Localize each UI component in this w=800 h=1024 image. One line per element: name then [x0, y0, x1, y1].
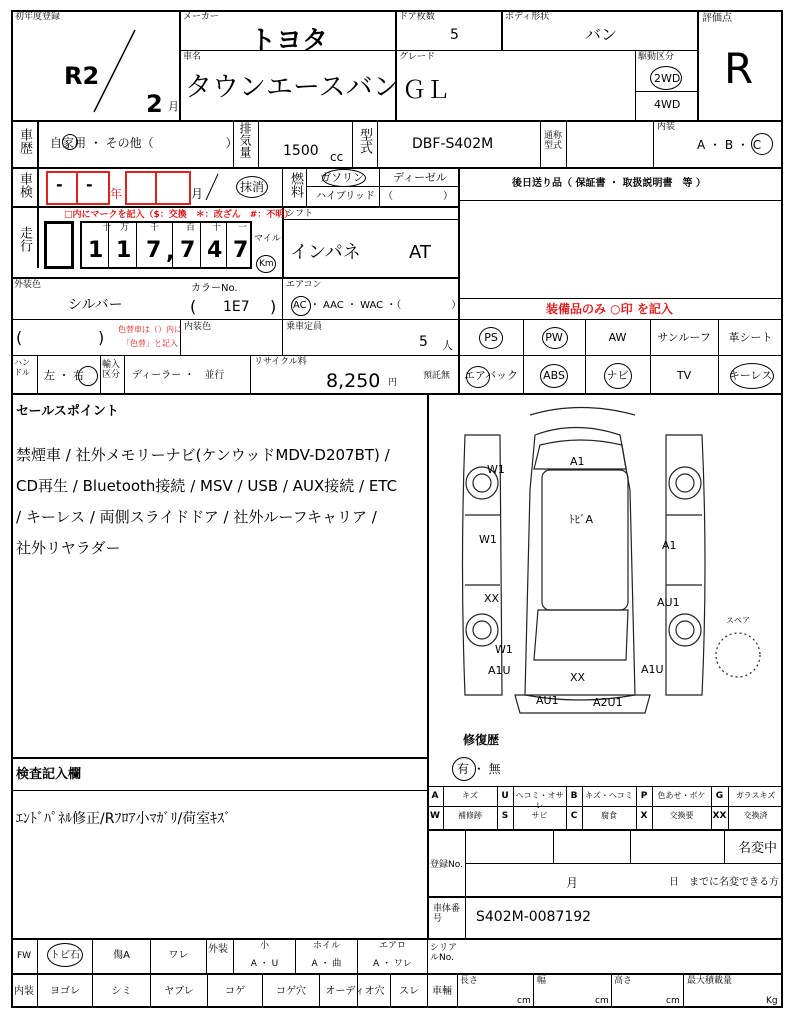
inspection-box-4 [155, 171, 191, 205]
diagram-mark-13: A2U1 [593, 696, 623, 709]
diagram-mark-1: W1 [487, 463, 505, 476]
mileage-digit-1: 1 [88, 238, 104, 263]
exterior-color-value: シルバー [68, 297, 123, 313]
color-no-paren-open: ( [190, 297, 197, 316]
displacement-value: 1500 [283, 143, 319, 159]
wheel-front-right [669, 467, 701, 499]
legend-cell: 補修跡 [458, 811, 482, 820]
inspection-year-suffix: 年 [110, 187, 123, 201]
deposit-label: 預託無 [423, 371, 451, 381]
ext-group-1-value: A ・ U [250, 959, 279, 969]
first-reg-month-suffix: 月 [168, 100, 179, 113]
date-slash [90, 26, 140, 116]
sales-line-4: 社外リヤラダー [16, 539, 121, 557]
diagram-mark-5: A1 [662, 539, 677, 552]
ac-circle [291, 296, 311, 316]
car-front [530, 408, 635, 416]
legend-cell: A [431, 791, 439, 801]
car-roof [542, 470, 628, 610]
equip-pw: PW [545, 331, 563, 344]
height-label: 高さ [614, 976, 633, 986]
wheel-rear-right [669, 614, 701, 646]
diagram-mark-12: AU1 [536, 694, 559, 707]
registration-label: 登録No. [430, 860, 463, 870]
fw-label: FW [17, 951, 32, 961]
doors-value: 5 [450, 27, 459, 43]
diagram-mark-8: W1 [495, 643, 513, 656]
mileage-note: □内にマークを記入（$：交換 ＊：改ざん #：不明） [64, 210, 294, 220]
legend-cell: B [570, 791, 578, 801]
diagram-mark-3: W1 [479, 533, 497, 546]
displacement-unit: cc [330, 150, 344, 164]
diagram-mark-4: ﾄﾋﾞA [569, 513, 594, 526]
int-item-1: ヨゴレ [50, 986, 80, 997]
equip-keyless-circle [730, 363, 774, 389]
fuel-gasoline: ガソリン [320, 171, 364, 184]
exterior-color-label: 外装色 [14, 280, 42, 290]
unit-label-2: 千 [150, 223, 160, 233]
int-item-5: コゲ穴 [276, 986, 306, 997]
drive-2wd-circle [650, 66, 682, 90]
gasoline-circle [322, 169, 366, 187]
legend-cell: S [501, 811, 509, 821]
sales-line-3: / キーレス / 両側スライドドア / 社外ルーフキャリア / [16, 508, 377, 526]
grade-label: グレード [399, 52, 436, 62]
legend-cell: 交換済 [743, 811, 768, 820]
legend-cell: C [570, 811, 578, 821]
dims-label: 車輛 [432, 986, 452, 997]
sales-line-1: 禁煙車 / 社外メモリーナビ(ケンウッドMDV-D207BT) / [16, 446, 390, 464]
equip-airbag: エアバック [463, 369, 519, 382]
ext-group-3-value: A ・ ワレ [373, 959, 412, 969]
mileage-digit-5: 4 [207, 238, 223, 263]
height-unit: cm [666, 996, 680, 1006]
load-unit: Kg [766, 996, 778, 1006]
fuel-label: 燃料 [288, 172, 303, 198]
load-label: 最大積載量 [687, 976, 733, 986]
registration-month: 月 [566, 876, 579, 890]
inspector-note: ｴﾝﾄﾞﾊﾟﾈﾙ修正/Rﾌﾛｱ小ﾏｶﾞﾘ/荷室ｷｽﾞ [16, 811, 232, 827]
ac-label: エアコン [286, 280, 322, 290]
fw-item-1: トビ石 [50, 950, 80, 961]
equip-tv: TV [676, 369, 692, 382]
name-change-label: 名変中 [738, 841, 778, 856]
legend-cell: U [501, 791, 509, 801]
mileage-label: 走行 [17, 226, 32, 252]
maker-value: トヨタ [250, 26, 329, 56]
first-reg-label: 初年度登録 [15, 12, 61, 22]
handle-value: 左 ・ 右 [44, 369, 84, 382]
spare-tire [716, 633, 760, 677]
color-change-note-1: 色替車は（）内に [118, 325, 182, 334]
equip-airbag-circle [466, 366, 490, 388]
equip-pw-circle [542, 327, 568, 349]
legend-cell: G [715, 791, 724, 801]
later-docs: 後日送り品（ 保証書 ・ 取扱説明書 等 ） [512, 178, 706, 189]
capacity-label: 乗車定員 [286, 322, 323, 332]
unit-label-1: 万 [120, 223, 130, 233]
car-rear-window [534, 610, 628, 660]
color-change-paren-open: ( [16, 328, 23, 347]
sales-points-title: セールスポイント [16, 404, 119, 419]
equip-navi-circle [604, 363, 632, 389]
km-circle [256, 255, 276, 273]
int-item-3: ヤブレ [164, 986, 194, 997]
chassis-value: S402M-0087192 [476, 909, 592, 925]
int-item-7: スレ [399, 986, 419, 997]
model-value: DBF-S402M [412, 136, 494, 152]
equip-keyless: キーレス [728, 369, 773, 382]
equip-abs-circle [540, 364, 568, 388]
equip-navi: ナビ [606, 369, 629, 382]
doors-label: ドア枚数 [399, 12, 435, 22]
equip-ps-circle [479, 327, 503, 349]
displacement-label: 排気量 [238, 122, 252, 158]
mileage-digit-3: 7 [146, 238, 162, 263]
wheel-rear-left [466, 614, 498, 646]
legend-cell: キズ [462, 791, 478, 800]
history-label: 車歴 [17, 128, 32, 154]
capacity-value: 5 [419, 334, 428, 350]
ac-options: AC ・ AAC ・ WAC ・（ ） [293, 300, 462, 311]
legend-cell: ガラスキズ [735, 791, 776, 800]
equip-leather: 革シート [728, 331, 773, 344]
recycle-amount: 8,250 [326, 370, 381, 392]
equip-aw: AW [608, 331, 627, 344]
first-reg-era: R2 [64, 62, 100, 90]
diagram-mark-6: XX [484, 592, 500, 605]
mile-label: マイル [254, 234, 281, 244]
color-change-paren-close: ) [98, 328, 105, 347]
inspection-dash-1: - [56, 175, 63, 194]
diagram-mark-2: A1 [570, 455, 585, 468]
diagram-mark-10: A1U [641, 663, 664, 676]
repair-label: 修復歴 [463, 733, 500, 747]
model-label: 型式 [357, 128, 372, 154]
int-item-2: シミ [111, 986, 132, 997]
color-no-label: カラーNo. [191, 283, 238, 294]
equipment-header: 装備品のみ ○印 を記入 [546, 302, 673, 316]
ext-group-3-title: エアロ [378, 941, 406, 951]
ext-label: 外装 [208, 944, 228, 955]
length-label: 長さ [460, 976, 479, 986]
legend-cell: キズ・ヘコミ [585, 791, 633, 800]
handle-right-circle [78, 366, 98, 386]
unit-label-5: 一 [238, 223, 248, 233]
chassis-label: 車体番号 [433, 904, 461, 924]
equip-ps: PS [484, 331, 498, 344]
color-no-value: 1E7 [223, 299, 250, 315]
shift-position: インパネ [290, 242, 361, 263]
diagram-mark-7: AU1 [657, 596, 680, 609]
capacity-unit: 人 [442, 339, 453, 352]
drive-2wd: 2WD [654, 72, 681, 85]
ext-group-2-title: ホイル [312, 941, 340, 951]
ext-group-2-value: A ・ 曲 [311, 959, 342, 969]
history-private-circle [62, 134, 78, 150]
inspection-unregistered: 抹消 [240, 180, 265, 194]
eval-value: R [724, 44, 754, 93]
eval-label: 評価点 [702, 13, 732, 24]
shift-type: AT [409, 242, 431, 263]
color-change-note-2: 「色替」と記入 [122, 339, 178, 348]
length-unit: cm [517, 996, 531, 1006]
fuel-hybrid: ハイブリッド [316, 191, 375, 202]
unit-label-4: 十 [102, 223, 112, 233]
repair-value: 有 ・ 無 [457, 762, 501, 776]
mileage-digit-6: 7 [233, 238, 249, 263]
diagram-mark-9: A1U [488, 664, 511, 677]
legend-cell: 腐食 [601, 811, 617, 820]
inspection-label: 車検 [17, 172, 32, 198]
int-label: 内装 [14, 986, 34, 997]
int-item-4: コゲ [225, 986, 245, 997]
history-value: 自家用 ・ その他（ ） [50, 136, 238, 150]
mileage-blank-box [44, 221, 74, 269]
legend-cell: 交換要 [669, 811, 694, 820]
maker-label: メーカー [183, 12, 219, 22]
fuel-hybrid-paren: （ ） [383, 191, 453, 202]
import-label: 輸入区分 [102, 360, 121, 380]
legend-cell: XX [712, 811, 727, 821]
mileage-digit-4: 7 [180, 238, 196, 263]
car-name-label: 車名 [183, 52, 202, 62]
sales-line-2: CD再生 / Bluetooth接続 / MSV / USB / AUX接続 / ETC [16, 477, 398, 495]
interior-options: A ・ B ・ C [697, 138, 762, 152]
unit-label-6: 十 [212, 223, 222, 233]
fw-item-3: ワレ [168, 950, 189, 961]
registration-day-note: 日 までに名変できる方 [669, 877, 779, 888]
mileage-comma: , [166, 240, 175, 265]
inspection-month-suffix: 月 [191, 187, 204, 201]
legend-cell: W [430, 811, 440, 821]
width-label: 幅 [537, 976, 547, 986]
unregistered-circle [236, 176, 268, 198]
km-label: Km [259, 259, 274, 269]
spare-label: スペア [726, 616, 750, 625]
diagram-mark-11: XX [570, 671, 586, 684]
inspection-dash-2: - [86, 175, 93, 194]
car-damage-diagram [430, 395, 782, 725]
legend-cell: サビ [531, 811, 548, 820]
legend-cell: P [640, 791, 648, 801]
repair-yes-circle [452, 757, 476, 781]
unit-label-3: 百 [186, 223, 196, 233]
fw-item-2: 傷A [113, 950, 130, 961]
body-value: バン [585, 25, 618, 44]
recycle-unit: 円 [388, 378, 398, 388]
legend-cell: X [640, 811, 648, 821]
car-name-value: タウンエースバン [185, 72, 400, 103]
inspection-box-2 [76, 171, 110, 205]
first-reg-month: 2 [146, 90, 163, 118]
drive-4wd: 4WD [654, 98, 681, 111]
serial-label: シリアルNo. [430, 943, 458, 963]
inspection-box-3 [125, 171, 159, 205]
mileage-digit-2: 1 [116, 238, 132, 263]
handle-label: ハンドル [14, 358, 30, 377]
shift-label: シフト [286, 209, 314, 219]
inspection-slash [204, 172, 220, 202]
recycle-label: リサイクル料 [254, 357, 307, 367]
grade-value: ＧＬ [402, 76, 450, 104]
legend-cell: ヘコミ・オサレ [515, 791, 564, 810]
width-unit: cm [595, 996, 609, 1006]
inspector-title: 検査記入欄 [16, 767, 82, 782]
fw-chip-circle [47, 943, 83, 967]
body-label: ボディ形状 [505, 12, 550, 22]
equip-abs: ABS [543, 369, 565, 382]
inspection-box-1 [46, 171, 80, 205]
drive-label: 駆動区分 [638, 52, 675, 62]
color-no-paren-close: ) [270, 297, 277, 316]
import-value: ディーラー ・ 並行 [132, 370, 225, 381]
interior-label: 内装 [657, 122, 676, 132]
int-item-6: オーディオ穴 [325, 986, 385, 997]
ext-group-1-title: 小 [259, 941, 269, 951]
interior-color-label: 内装色 [184, 322, 212, 332]
legend-cell: 色あせ・ボケ [657, 791, 706, 800]
interior-c-circle [751, 133, 773, 155]
equip-sunroof: サンルーフ [657, 331, 711, 344]
common-model-label: 通称型式 [544, 131, 563, 151]
fuel-diesel: ディーゼル [393, 171, 447, 184]
